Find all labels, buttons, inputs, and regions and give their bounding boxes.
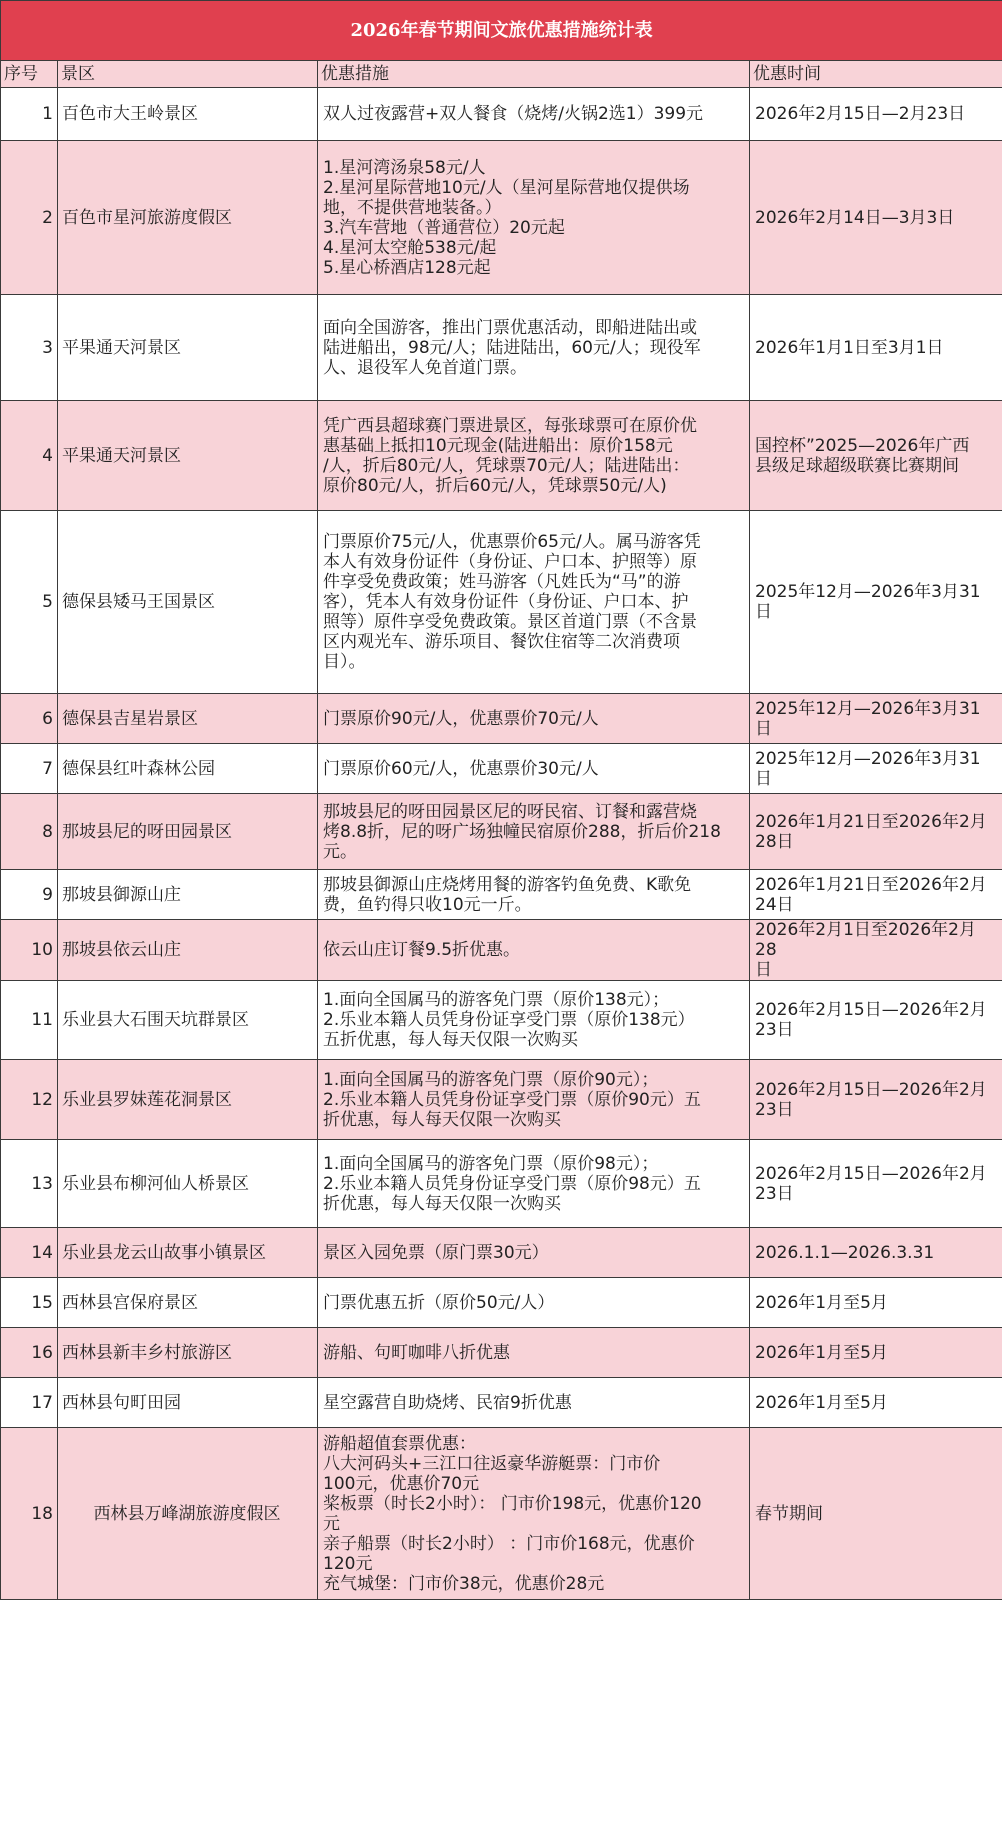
table-row xyxy=(1,694,1002,744)
period-line: 2026年1月21日至2026年2月 xyxy=(755,811,987,832)
measure-line: 人、退役军人免首道门票。 xyxy=(323,357,527,378)
discount-period xyxy=(750,744,1002,794)
header-row xyxy=(1,61,1002,88)
discount-period xyxy=(750,920,1002,981)
period-line: 2025年12月—2026年3月31日 xyxy=(755,748,981,789)
period-line: 2026年2月15日—2026年2月 xyxy=(755,1079,987,1100)
table-row xyxy=(1,401,1002,511)
table-row xyxy=(1,920,1002,981)
measure-line: 本人有效身份证件（身份证、户口本、护照等）原 xyxy=(323,552,697,572)
scenic-spot-name: 西林县句町田园 xyxy=(58,1378,318,1428)
discount-measures xyxy=(318,295,750,401)
measure-line: 桨板票（时长2小时）： 门市价198元，优惠价120 xyxy=(323,1493,702,1514)
scenic-spot-name: 乐业县龙云山故事小镇景区 xyxy=(58,1228,318,1278)
header-name: 景区 xyxy=(58,61,318,88)
measure-line: 门票原价75元/人，优惠票价65元/人。属马游客凭 xyxy=(323,532,701,552)
scenic-spot-name: 那坡县依云山庄 xyxy=(58,920,318,981)
period-line: 2025年12月—2026年3月31日 xyxy=(755,698,981,739)
measure-line: 4.星河太空舱538元/起 xyxy=(323,237,497,258)
table-row xyxy=(1,295,1002,401)
row-number: 3 xyxy=(1,295,58,401)
discount-period xyxy=(750,1428,1002,1600)
measure-line: 面向全国游客，推出门票优惠活动，即船进陆出或 xyxy=(323,317,697,338)
discount-period xyxy=(750,1140,1002,1228)
discount-measures xyxy=(318,1328,750,1378)
measure-line: 2.乐业本籍人员凭身份证享受门票（原价138元） xyxy=(323,1010,695,1030)
discount-measures xyxy=(318,870,750,920)
row-number: 16 xyxy=(1,1328,58,1378)
period-line: 2026年2月15日—2026年2月 xyxy=(755,1000,987,1020)
measure-line: 游船、句町咖啡八折优惠 xyxy=(323,1342,510,1363)
discount-measures xyxy=(318,88,750,141)
period-line: 23日 xyxy=(755,1099,794,1120)
measure-line: 折优惠，每人每天仅限一次购买 xyxy=(323,1109,561,1130)
measure-line: 2.星河星际营地10元/人（星河星际营地仅提供场 xyxy=(323,177,690,198)
table-row xyxy=(1,1278,1002,1328)
table-row xyxy=(1,870,1002,920)
header-measures: 优惠措施 xyxy=(318,61,750,88)
discount-measures xyxy=(318,1428,750,1600)
scenic-spot-name: 百色市星河旅游度假区 xyxy=(58,141,318,295)
discount-period xyxy=(750,1060,1002,1140)
period-line: 国控杯”2025—2026年广西 xyxy=(755,435,970,456)
discount-measures xyxy=(318,401,750,511)
measure-line: 费，鱼钓得只收10元一斤。 xyxy=(323,894,532,915)
discount-measures xyxy=(318,1278,750,1328)
period-line: 2025年12月—2026年3月31日 xyxy=(755,582,981,622)
period-line: 2026年2月15日—2月23日 xyxy=(755,104,966,124)
measure-line: 照等）原件享受免费政策。景区首道门票（不含景 xyxy=(323,612,697,632)
row-number: 10 xyxy=(1,920,58,981)
measure-line: 那坡县尼的呀田园景区尼的呀民宿、订餐和露营烧 xyxy=(323,801,697,822)
title-row xyxy=(1,1,1002,61)
table-row xyxy=(1,1140,1002,1228)
row-number: 15 xyxy=(1,1278,58,1328)
period-line: 23日 xyxy=(755,1183,794,1204)
discount-period xyxy=(750,1378,1002,1428)
measure-line: 120元 xyxy=(323,1553,373,1574)
discount-measures xyxy=(318,1228,750,1278)
scenic-spot-name: 西林县万峰湖旅游度假区 xyxy=(58,1428,318,1600)
table-row xyxy=(1,511,1002,694)
header-no: 序号 xyxy=(1,61,58,88)
measure-line: 1.星河湾汤泉58元/人 xyxy=(323,157,486,178)
discount-measures xyxy=(318,1378,750,1428)
scenic-spot-name: 德保县吉星岩景区 xyxy=(58,694,318,744)
scenic-spot-name: 百色市大王岭景区 xyxy=(58,88,318,141)
period-line: 县级足球超级联赛比赛期间 xyxy=(755,455,959,476)
period-line: 28日 xyxy=(755,831,794,852)
scenic-spot-name: 乐业县布柳河仙人桥景区 xyxy=(58,1140,318,1228)
measure-line: 3.汽车营地（普通营位）20元起 xyxy=(323,217,565,238)
discount-measures xyxy=(318,981,750,1060)
measure-line: 景区入园免票（原门票30元） xyxy=(323,1242,549,1263)
table-row xyxy=(1,1428,1002,1600)
discount-measures xyxy=(318,744,750,794)
measure-line: 折优惠，每人每天仅限一次购买 xyxy=(323,1193,561,1214)
discount-measures xyxy=(318,1140,750,1228)
scenic-spot-name: 西林县新丰乡村旅游区 xyxy=(58,1328,318,1378)
table-row xyxy=(1,88,1002,141)
scenic-spot-name: 德保县矮马王国景区 xyxy=(58,511,318,694)
discount-measures xyxy=(318,694,750,744)
scenic-spot-name: 平果通天河景区 xyxy=(58,295,318,401)
measure-line: 1.面向全国属马的游客免门票（原价98元）； xyxy=(323,1153,659,1174)
discount-measures xyxy=(318,1060,750,1140)
row-number: 8 xyxy=(1,794,58,870)
row-number: 12 xyxy=(1,1060,58,1140)
row-number: 5 xyxy=(1,511,58,694)
period-line: 2026年2月15日—2026年2月 xyxy=(755,1163,987,1184)
discount-period xyxy=(750,1328,1002,1378)
measure-line: 5.星心桥酒店128元起 xyxy=(323,257,491,278)
table-row xyxy=(1,981,1002,1060)
measure-line: 五折优惠，每人每天仅限一次购买 xyxy=(323,1030,578,1050)
table-row xyxy=(1,141,1002,295)
measure-line: 2.乐业本籍人员凭身份证享受门票（原价98元）五 xyxy=(323,1173,701,1194)
scenic-spot-name: 德保县红叶森林公园 xyxy=(58,744,318,794)
measure-line: 原价80元/人，折后60元/人，凭球票50元/人) xyxy=(323,475,667,496)
measure-line: 凭广西县超球赛门票进景区，每张球票可在原价优 xyxy=(323,415,697,436)
measure-line: 星空露营自助烧烤、民宿9折优惠 xyxy=(323,1392,572,1413)
measure-line: 100元，优惠价70元 xyxy=(323,1473,480,1494)
measure-line: 件享受免费政策；姓马游客（凡姓氏为“马”的游 xyxy=(323,572,681,592)
period-line: 2026年2月1日至2026年2月28 xyxy=(755,920,976,960)
discount-measures xyxy=(318,794,750,870)
scenic-spot-name: 平果通天河景区 xyxy=(58,401,318,511)
measure-line: 门票原价60元/人，优惠票价30元/人 xyxy=(323,758,599,779)
period-line: 春节期间 xyxy=(755,1503,823,1524)
measure-line: 陆进船出，98元/人；陆进陆出，60元/人；现役军 xyxy=(323,337,701,358)
measure-line: 门票优惠五折（原价50元/人） xyxy=(323,1292,555,1313)
table-row xyxy=(1,1328,1002,1378)
row-number: 2 xyxy=(1,141,58,295)
row-number: 7 xyxy=(1,744,58,794)
row-number: 11 xyxy=(1,981,58,1060)
discount-period xyxy=(750,870,1002,920)
discount-period xyxy=(750,1278,1002,1328)
table-row xyxy=(1,1378,1002,1428)
table-title: 2026年春节期间文旅优惠措施统计表 xyxy=(1,1,1002,61)
period-line: 2026年1月至5月 xyxy=(755,1392,888,1413)
discount-measures xyxy=(318,141,750,295)
period-line: 2026年2月14日—3月3日 xyxy=(755,207,955,228)
measure-line: 地，不提供营地装备。） xyxy=(323,197,502,218)
period-line: 2026年1月1日至3月1日 xyxy=(755,337,944,358)
scenic-spot-name: 那坡县尼的呀田园景区 xyxy=(58,794,318,870)
row-number: 1 xyxy=(1,88,58,141)
row-number: 6 xyxy=(1,694,58,744)
scenic-spot-name: 那坡县御源山庄 xyxy=(58,870,318,920)
discount-period xyxy=(750,141,1002,295)
measure-line: 目）。 xyxy=(323,652,366,672)
measure-line: 客），凭本人有效身份证件（身份证、户口本、护 xyxy=(323,592,689,612)
discount-period xyxy=(750,511,1002,694)
measure-line: 充气城堡：门市价38元，优惠价28元 xyxy=(323,1573,605,1594)
period-line: 2026年1月至5月 xyxy=(755,1342,888,1363)
table-row xyxy=(1,1060,1002,1140)
scenic-spot-name: 乐业县大石围天坑群景区 xyxy=(58,981,318,1060)
measure-line: 双人过夜露营+双人餐食（烧烤/火锅2选1）399元 xyxy=(323,104,704,124)
discount-measures xyxy=(318,920,750,981)
period-line: 2026年1月21日至2026年2月 xyxy=(755,874,987,895)
measure-line: 惠基础上抵扣10元现金(陆进船出：原价158元 xyxy=(323,435,673,456)
table-row xyxy=(1,744,1002,794)
measure-line: 1.面向全国属马的游客免门票（原价90元）； xyxy=(323,1069,659,1090)
measure-line: /人，折后80元/人，凭球票70元/人；陆进陆出： xyxy=(323,455,690,476)
period-line: 2026年1月至5月 xyxy=(755,1292,888,1313)
period-line: 24日 xyxy=(755,894,794,915)
table-row xyxy=(1,1228,1002,1278)
discount-period xyxy=(750,295,1002,401)
row-number: 13 xyxy=(1,1140,58,1228)
measure-line: 门票原价90元/人，优惠票价70元/人 xyxy=(323,708,599,729)
measure-line: 元 xyxy=(323,1513,340,1534)
scenic-spot-name: 乐业县罗妹莲花洞景区 xyxy=(58,1060,318,1140)
row-number: 14 xyxy=(1,1228,58,1278)
discount-period xyxy=(750,981,1002,1060)
header-time: 优惠时间 xyxy=(750,61,1002,88)
measure-line: 区内观光车、游乐项目、餐饮住宿等二次消费项 xyxy=(323,632,680,652)
measure-line: 游船超值套票优惠： xyxy=(323,1433,476,1454)
row-number: 9 xyxy=(1,870,58,920)
measure-line: 1.面向全国属马的游客免门票（原价138元）； xyxy=(323,990,670,1010)
period-line: 23日 xyxy=(755,1020,794,1040)
discount-period xyxy=(750,794,1002,870)
measure-line: 亲子船票（时长2小时） ：门市价168元，优惠价 xyxy=(323,1533,695,1554)
discount-measures xyxy=(318,511,750,694)
measure-line: 八大河码头+三江口往返豪华游艇票：门市价 xyxy=(323,1453,661,1474)
measure-line: 烤8.8折，尼的呀广场独幢民宿原价288，折后价218 xyxy=(323,821,721,842)
row-number: 17 xyxy=(1,1378,58,1428)
row-number: 4 xyxy=(1,401,58,511)
discount-period xyxy=(750,694,1002,744)
period-line: 日 xyxy=(755,960,772,980)
discount-period xyxy=(750,401,1002,511)
row-number: 18 xyxy=(1,1428,58,1600)
table-row xyxy=(1,794,1002,870)
measure-line: 依云山庄订餐9.5折优惠。 xyxy=(323,940,521,960)
scenic-spot-name: 西林县宫保府景区 xyxy=(58,1278,318,1328)
discount-period xyxy=(750,1228,1002,1278)
measure-line: 元。 xyxy=(323,841,357,862)
discount-period xyxy=(750,88,1002,141)
period-line: 2026.1.1—2026.3.31 xyxy=(755,1242,935,1263)
measure-line: 2.乐业本籍人员凭身份证享受门票（原价90元）五 xyxy=(323,1089,701,1110)
measure-line: 那坡县御源山庄烧烤用餐的游客钓鱼免费、K歌免 xyxy=(323,874,692,895)
